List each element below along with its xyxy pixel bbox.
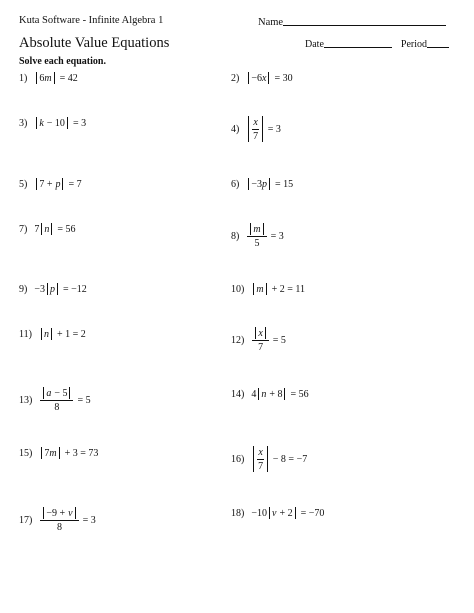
worksheet-title: Absolute Value Equations bbox=[19, 35, 170, 51]
name-label: Name bbox=[258, 17, 284, 28]
abs-bar bbox=[265, 327, 266, 339]
denominator: 7 bbox=[258, 342, 264, 353]
variable: p bbox=[55, 178, 61, 190]
problem-number: 8) bbox=[231, 230, 240, 242]
equation-rhs: = 5 bbox=[77, 394, 91, 406]
abs-bar bbox=[36, 117, 37, 129]
problem-5 bbox=[19, 178, 82, 190]
abs-bar bbox=[266, 283, 267, 295]
abs-bar bbox=[51, 223, 52, 235]
variable: m bbox=[256, 283, 264, 295]
equation-rhs: = −12 bbox=[62, 283, 87, 295]
variable: k bbox=[39, 117, 44, 129]
abs-bar bbox=[69, 387, 70, 399]
term: 7 bbox=[44, 447, 50, 459]
abs-bar bbox=[41, 223, 42, 235]
numerator: x bbox=[253, 116, 258, 128]
variable: n bbox=[43, 328, 49, 340]
numerator bbox=[40, 387, 73, 401]
abs-bar bbox=[267, 446, 268, 472]
abs-bar bbox=[263, 223, 264, 235]
problem-4 bbox=[231, 116, 281, 142]
fraction bbox=[247, 223, 266, 249]
equation-rhs: = 3 bbox=[72, 117, 87, 129]
abs-bar bbox=[248, 116, 249, 142]
equation-rhs: + 2 = 11 bbox=[271, 283, 305, 295]
problem-13 bbox=[19, 387, 91, 413]
problem-2 bbox=[231, 72, 293, 84]
variable: p bbox=[261, 178, 267, 190]
abs-bar bbox=[41, 447, 42, 459]
abs-bar bbox=[36, 178, 37, 190]
abs-bar bbox=[250, 223, 251, 235]
problem-number: 2) bbox=[231, 72, 240, 84]
abs-bar bbox=[51, 328, 52, 340]
denominator: 8 bbox=[56, 522, 62, 533]
abs-bar bbox=[284, 388, 285, 400]
fraction bbox=[252, 327, 268, 353]
problem-1 bbox=[19, 72, 78, 84]
problem-number: 9) bbox=[19, 283, 28, 295]
equation-rhs: = 3 bbox=[270, 230, 284, 242]
name-blank-line bbox=[283, 15, 446, 26]
problem-17 bbox=[19, 507, 96, 533]
abs-bar bbox=[248, 72, 249, 84]
equation-rhs: + 3 = 73 bbox=[64, 447, 99, 459]
abs-bar bbox=[57, 283, 58, 295]
variable: p bbox=[49, 283, 55, 295]
problem-number: 1) bbox=[19, 72, 28, 84]
abs-bar bbox=[248, 178, 249, 190]
term: + 2 bbox=[279, 507, 293, 519]
denominator: 7 bbox=[258, 460, 264, 472]
problem-14 bbox=[231, 388, 309, 400]
fraction bbox=[40, 507, 78, 533]
problem-number: 4) bbox=[231, 123, 240, 135]
term: −6 bbox=[251, 72, 262, 84]
equation-rhs: = 3 bbox=[267, 123, 281, 135]
date-period-field bbox=[305, 38, 449, 50]
abs-bar bbox=[47, 283, 48, 295]
problem-16 bbox=[231, 446, 307, 472]
denominator: 8 bbox=[54, 402, 60, 413]
problem-3 bbox=[19, 117, 86, 129]
abs-bar bbox=[253, 446, 254, 472]
term: −3 bbox=[251, 178, 262, 190]
abs-bar bbox=[258, 388, 259, 400]
problem-18 bbox=[231, 507, 324, 519]
instructions: Solve each equation. bbox=[19, 56, 106, 67]
denominator: 7 bbox=[253, 130, 259, 142]
abs-bar bbox=[268, 72, 269, 84]
equation-rhs: = 5 bbox=[272, 334, 286, 346]
term: − 10 bbox=[46, 117, 65, 129]
equation-rhs: = 30 bbox=[274, 72, 293, 84]
term: + 8 bbox=[269, 388, 283, 400]
abs-bar bbox=[75, 507, 76, 519]
equation-rhs: + 1 = 2 bbox=[56, 328, 86, 340]
period-blank-line bbox=[427, 38, 449, 48]
abs-bar bbox=[262, 116, 263, 142]
variable: n bbox=[44, 223, 50, 235]
problem-number: 3) bbox=[19, 117, 28, 129]
problem-number: 7) bbox=[19, 223, 28, 235]
problem-number: 10) bbox=[231, 283, 245, 295]
term: 6 bbox=[39, 72, 45, 84]
variable: n bbox=[261, 388, 267, 400]
problem-10 bbox=[231, 283, 305, 295]
denominator: 5 bbox=[254, 238, 260, 249]
problem-9 bbox=[19, 283, 87, 295]
equation-rhs: − 8 = −7 bbox=[272, 453, 308, 465]
term: 7 + bbox=[39, 178, 53, 190]
problem-number: 12) bbox=[231, 334, 245, 346]
problem-number: 13) bbox=[19, 394, 33, 406]
problem-number: 18) bbox=[231, 507, 245, 519]
abs-bar bbox=[43, 507, 44, 519]
abs-bar bbox=[36, 72, 37, 84]
term: −3 bbox=[34, 283, 45, 295]
term: − 5 bbox=[54, 387, 68, 399]
date-blank-line bbox=[324, 38, 392, 48]
equation-rhs: = 7 bbox=[68, 178, 82, 190]
abs-bar bbox=[59, 447, 60, 459]
abs-bar bbox=[43, 387, 44, 399]
variable: m bbox=[44, 72, 52, 84]
problem-number: 6) bbox=[231, 178, 240, 190]
term: 4 bbox=[251, 388, 257, 400]
equation-rhs: = −70 bbox=[300, 507, 325, 519]
problem-number: 17) bbox=[19, 514, 33, 526]
problem-number: 11) bbox=[19, 328, 32, 340]
problem-7 bbox=[19, 223, 75, 235]
equation-rhs: = 56 bbox=[57, 223, 76, 235]
problem-number: 5) bbox=[19, 178, 28, 190]
abs-bar bbox=[54, 72, 55, 84]
abs-bar bbox=[67, 117, 68, 129]
fraction bbox=[40, 387, 73, 413]
abs-bar bbox=[41, 328, 42, 340]
equation-rhs: = 3 bbox=[82, 514, 96, 526]
abs-bar bbox=[269, 507, 270, 519]
term: −9 + bbox=[46, 507, 66, 519]
abs-bar bbox=[253, 283, 254, 295]
equation-rhs: = 42 bbox=[59, 72, 78, 84]
problem-number: 15) bbox=[19, 447, 33, 459]
name-field bbox=[258, 15, 446, 28]
term: 7 bbox=[34, 223, 40, 235]
term: −10 bbox=[251, 507, 267, 519]
abs-bar bbox=[295, 507, 296, 519]
worksheet-source: Kuta Software - Infinite Algebra 1 bbox=[19, 15, 164, 26]
numerator: x bbox=[258, 446, 263, 458]
equation-rhs: = 56 bbox=[290, 388, 309, 400]
numerator bbox=[247, 223, 266, 237]
variable: v bbox=[271, 507, 277, 519]
abs-bar bbox=[62, 178, 63, 190]
date-label: Date bbox=[305, 39, 324, 50]
equation-rhs: = 15 bbox=[274, 178, 294, 190]
period-label: Period bbox=[400, 39, 427, 50]
problem-6 bbox=[231, 178, 293, 190]
problem-number: 16) bbox=[231, 453, 245, 465]
variable: m bbox=[253, 223, 261, 235]
problem-12 bbox=[231, 327, 286, 353]
variable: v bbox=[68, 507, 73, 519]
fraction bbox=[257, 447, 263, 472]
fraction bbox=[252, 117, 258, 142]
abs-bar bbox=[255, 327, 256, 339]
variable: m bbox=[49, 447, 57, 459]
numerator bbox=[252, 327, 268, 341]
problem-8 bbox=[231, 223, 284, 249]
problem-15 bbox=[19, 447, 98, 459]
abs-bar bbox=[269, 178, 270, 190]
problem-number: 14) bbox=[231, 388, 245, 400]
variable: x bbox=[258, 327, 263, 339]
numerator bbox=[40, 507, 78, 521]
variable: x bbox=[261, 72, 267, 84]
problem-11 bbox=[19, 328, 86, 340]
variable: a bbox=[46, 387, 52, 399]
